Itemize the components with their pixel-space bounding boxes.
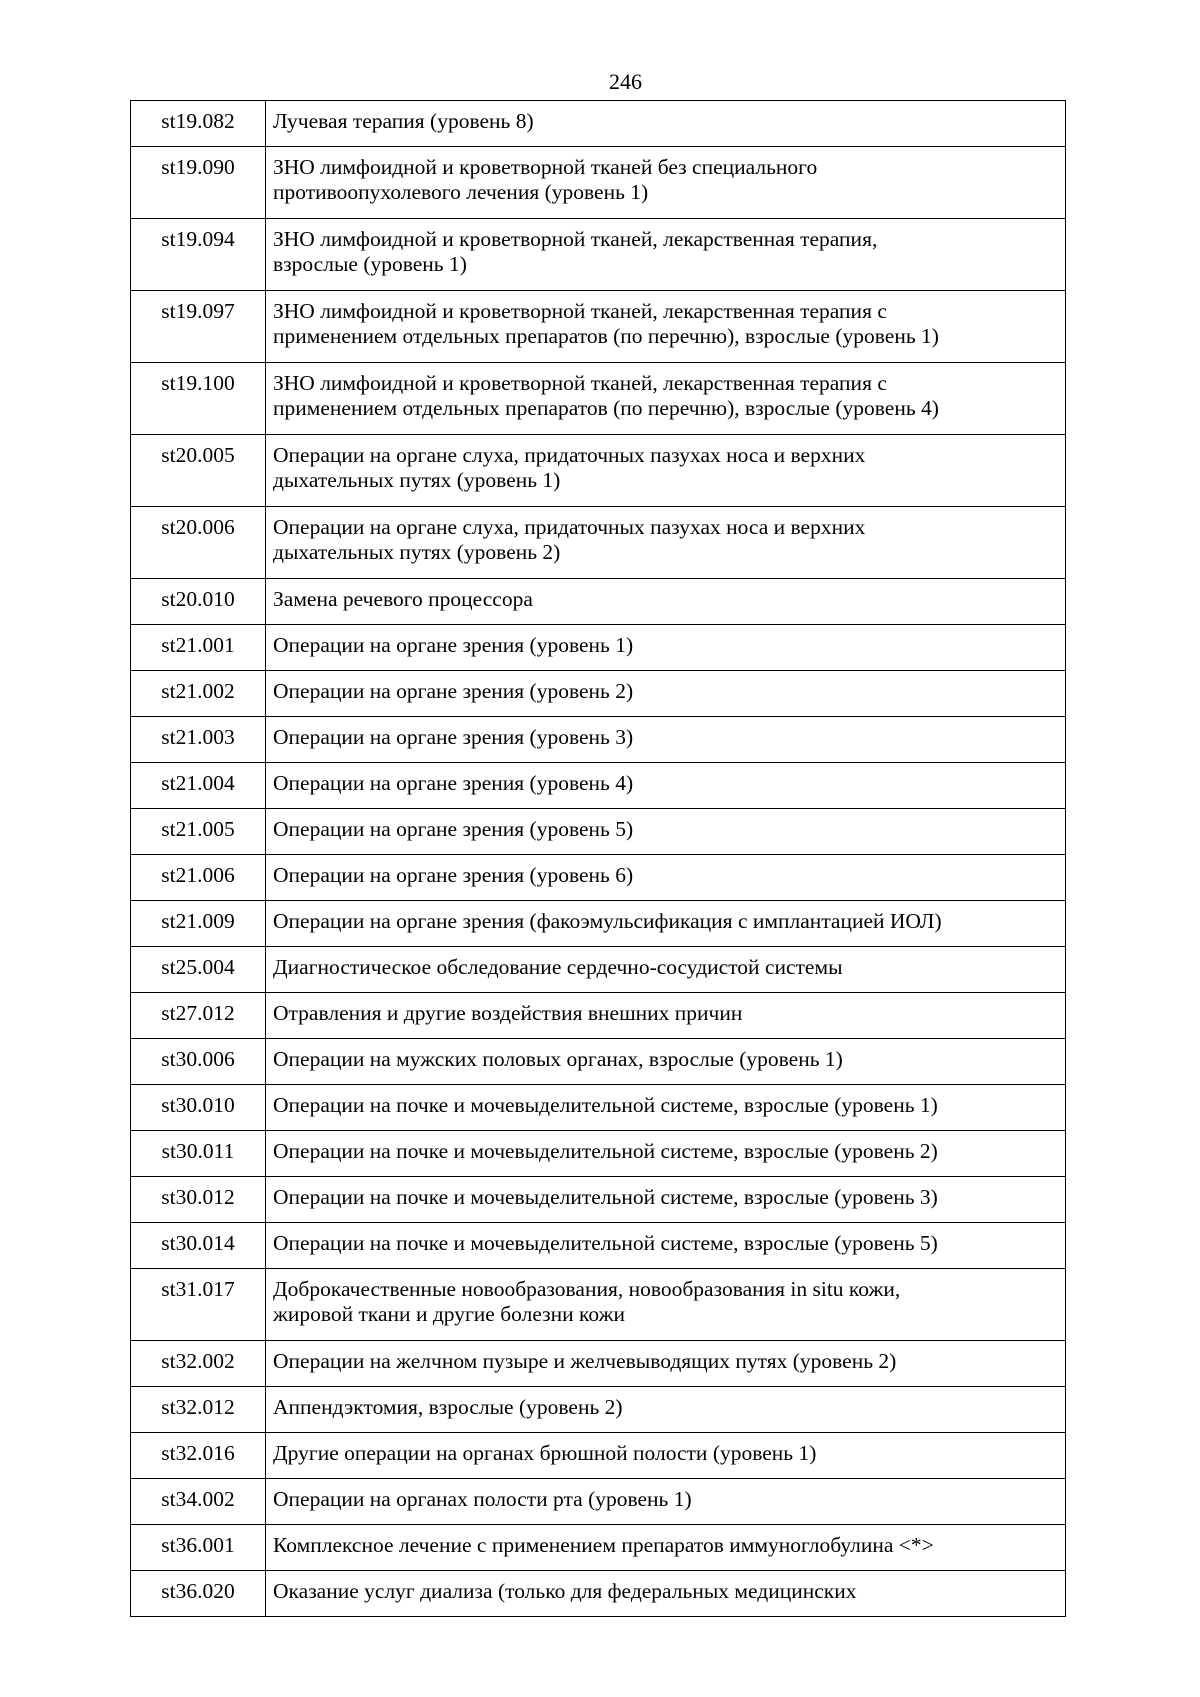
table-row	[131, 291, 1066, 363]
description-line: Операции на желчном пузыре и желчевыводящих путях (уровень 2)	[273, 1349, 897, 1373]
row-code: st30.006	[131, 1039, 266, 1085]
row-code: st19.100	[131, 363, 266, 435]
row-code: st36.020	[131, 1571, 266, 1617]
row-description	[266, 1039, 1066, 1085]
table-row	[131, 1269, 1066, 1341]
table-body	[131, 101, 1066, 1617]
description-line: жировой ткани и другие болезни кожи	[273, 1302, 625, 1326]
description-line: взрослые (уровень 1)	[273, 252, 467, 276]
row-code: st32.016	[131, 1433, 266, 1479]
description-line: Лучевая терапия (уровень 8)	[273, 109, 534, 133]
description-line: Операции на органе зрения (факоэмульсификация с имплантацией ИОЛ)	[273, 909, 942, 933]
table-row	[131, 901, 1066, 947]
row-description	[266, 291, 1066, 363]
description-line: Операции на органе зрения (уровень 2)	[273, 679, 634, 703]
table-row	[131, 1039, 1066, 1085]
description-line: применением отдельных препаратов (по перечню), взрослые (уровень 4)	[273, 396, 939, 420]
row-code: st21.001	[131, 625, 266, 671]
description-line: Комплексное лечение с применением препаратов иммуноглобулина <*>	[273, 1533, 934, 1557]
description-line: Операции на органе слуха, придаточных пазухах носа и верхних	[273, 443, 866, 467]
row-description	[266, 363, 1066, 435]
description-line: ЗНО лимфоидной и кроветворной тканей, лекарственная терапия с	[273, 299, 887, 323]
description-line: Операции на почке и мочевыделительной системе, взрослые (уровень 3)	[273, 1185, 938, 1209]
table-row	[131, 717, 1066, 763]
row-code: st21.002	[131, 671, 266, 717]
description-line: Замена речевого процессора	[273, 587, 533, 611]
table-row	[131, 147, 1066, 219]
description-line: Операции на органе зрения (уровень 1)	[273, 633, 634, 657]
row-description	[266, 625, 1066, 671]
table-row	[131, 1525, 1066, 1571]
row-description	[266, 1571, 1066, 1617]
table-row	[131, 809, 1066, 855]
description-line: ЗНО лимфоидной и кроветворной тканей, лекарственная терапия с	[273, 371, 887, 395]
description-line: применением отдельных препаратов (по перечню), взрослые (уровень 1)	[273, 324, 939, 348]
row-description	[266, 579, 1066, 625]
row-description	[266, 855, 1066, 901]
description-line: ЗНО лимфоидной и кроветворной тканей без специального	[273, 155, 818, 179]
row-code: st27.012	[131, 993, 266, 1039]
description-line: ЗНО лимфоидной и кроветворной тканей, лекарственная терапия,	[273, 227, 878, 251]
row-code: st19.094	[131, 219, 266, 291]
row-code: st20.010	[131, 579, 266, 625]
table-row	[131, 1571, 1066, 1617]
row-description	[266, 1525, 1066, 1571]
row-code: st19.082	[131, 101, 266, 147]
table-row	[131, 1131, 1066, 1177]
row-code: st34.002	[131, 1479, 266, 1525]
table-row	[131, 855, 1066, 901]
table-row	[131, 763, 1066, 809]
row-description	[266, 1223, 1066, 1269]
row-code: st19.090	[131, 147, 266, 219]
table-row	[131, 671, 1066, 717]
row-description	[266, 507, 1066, 579]
description-line: Диагностическое обследование сердечно-сосудистой системы	[273, 955, 843, 979]
row-code: st25.004	[131, 947, 266, 993]
row-code: st21.006	[131, 855, 266, 901]
row-description	[266, 435, 1066, 507]
row-description	[266, 947, 1066, 993]
table-row	[131, 101, 1066, 147]
ksg-code-table	[130, 100, 1066, 1617]
description-line: Операции на органе зрения (уровень 5)	[273, 817, 634, 841]
row-description	[266, 1085, 1066, 1131]
row-description	[266, 147, 1066, 219]
description-line: Операции на органе зрения (уровень 6)	[273, 863, 634, 887]
row-code: st36.001	[131, 1525, 266, 1571]
row-description	[266, 1269, 1066, 1341]
row-code: st21.009	[131, 901, 266, 947]
row-description	[266, 763, 1066, 809]
description-line: Операции на органе слуха, придаточных пазухах носа и верхних	[273, 515, 866, 539]
row-code: st32.002	[131, 1341, 266, 1387]
row-code: st30.010	[131, 1085, 266, 1131]
table-row	[131, 435, 1066, 507]
row-description	[266, 1433, 1066, 1479]
row-description	[266, 993, 1066, 1039]
row-description	[266, 1387, 1066, 1433]
row-code: st19.097	[131, 291, 266, 363]
table-row	[131, 1177, 1066, 1223]
row-description	[266, 101, 1066, 147]
description-line: Другие операции на органах брюшной полости (уровень 1)	[273, 1441, 817, 1465]
row-code: st31.017	[131, 1269, 266, 1341]
description-line: Операции на почке и мочевыделительной системе, взрослые (уровень 1)	[273, 1093, 938, 1117]
row-code: st20.006	[131, 507, 266, 579]
description-line: Аппендэктомия, взрослые (уровень 2)	[273, 1395, 623, 1419]
description-line: Доброкачественные новообразования, новообразования in situ кожи,	[273, 1277, 901, 1301]
description-line: Операции на органе зрения (уровень 3)	[273, 725, 634, 749]
row-code: st32.012	[131, 1387, 266, 1433]
description-line: Отравления и другие воздействия внешних причин	[273, 1001, 743, 1025]
description-line: Операции на почке и мочевыделительной системе, взрослые (уровень 2)	[273, 1139, 938, 1163]
row-code: st20.005	[131, 435, 266, 507]
row-description	[266, 901, 1066, 947]
table-row	[131, 625, 1066, 671]
table-row	[131, 1479, 1066, 1525]
row-description	[266, 717, 1066, 763]
description-line: дыхательных путях (уровень 1)	[273, 468, 561, 492]
description-line: Операции на органе зрения (уровень 4)	[273, 771, 634, 795]
row-description	[266, 671, 1066, 717]
description-line: противоопухолевого лечения (уровень 1)	[273, 180, 649, 204]
table-row	[131, 993, 1066, 1039]
table-row	[131, 1387, 1066, 1433]
table-row	[131, 1223, 1066, 1269]
row-code: st30.014	[131, 1223, 266, 1269]
row-description	[266, 219, 1066, 291]
row-code: st30.012	[131, 1177, 266, 1223]
table-row	[131, 1341, 1066, 1387]
table-row	[131, 947, 1066, 993]
row-description	[266, 1131, 1066, 1177]
row-code: st21.004	[131, 763, 266, 809]
table-row	[131, 363, 1066, 435]
description-line: Операции на органах полости рта (уровень 1)	[273, 1487, 692, 1511]
row-description	[266, 1341, 1066, 1387]
row-code: st21.003	[131, 717, 266, 763]
page-number: 246	[609, 69, 642, 94]
table-row	[131, 579, 1066, 625]
description-line: Операции на почке и мочевыделительной системе, взрослые (уровень 5)	[273, 1231, 938, 1255]
table-row	[131, 1433, 1066, 1479]
table-row	[131, 219, 1066, 291]
description-line: дыхательных путях (уровень 2)	[273, 540, 561, 564]
row-description	[266, 1479, 1066, 1525]
row-code: st30.011	[131, 1131, 266, 1177]
description-line: Операции на мужских половых органах, взрослые (уровень 1)	[273, 1047, 843, 1071]
row-description	[266, 1177, 1066, 1223]
description-line: Оказание услуг диализа (только для федеральных медицинских	[273, 1579, 857, 1603]
row-description	[266, 809, 1066, 855]
row-code: st21.005	[131, 809, 266, 855]
table-row	[131, 1085, 1066, 1131]
table-row	[131, 507, 1066, 579]
